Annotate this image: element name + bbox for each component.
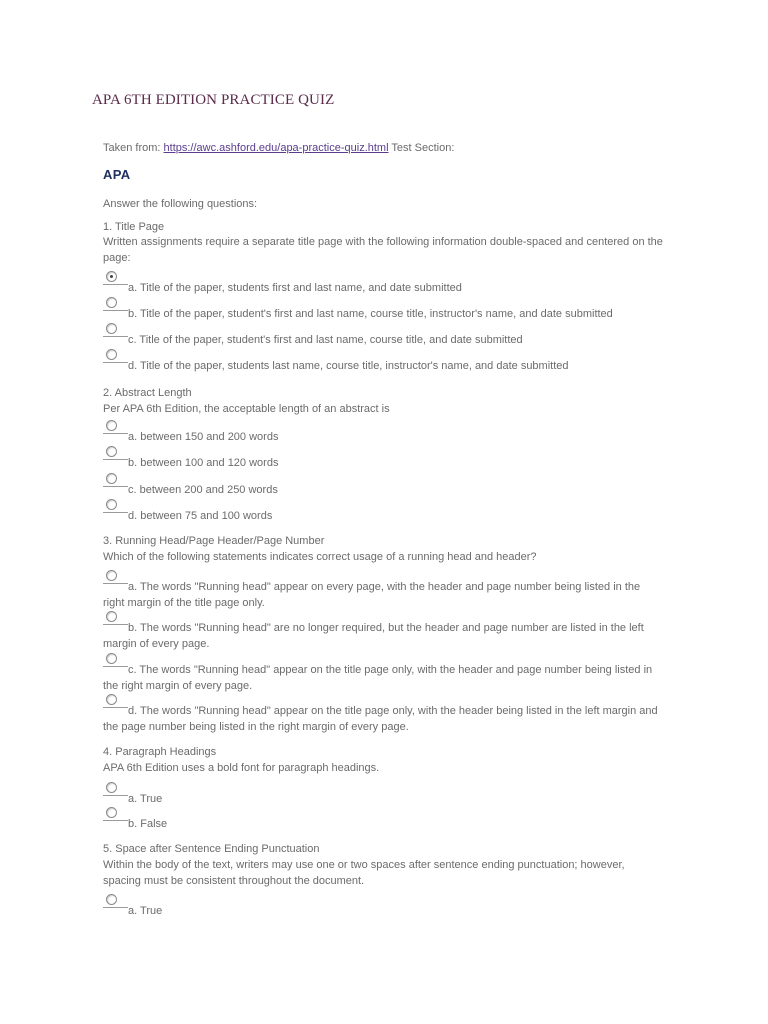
radio-button[interactable] — [103, 893, 128, 908]
option-label: b. False — [128, 818, 168, 830]
radio-button[interactable] — [103, 806, 128, 821]
option-label: c. The words "Running head" appear on the title page only, with the header and page number being listed in the right margin of every page. — [103, 664, 653, 692]
radio-button[interactable] — [103, 348, 128, 363]
question-4-prompt: APA 6th Edition uses a bold font for paragraph headings. — [103, 762, 380, 774]
radio-button[interactable] — [103, 472, 128, 487]
section-heading: APA — [103, 167, 131, 182]
option-label: c. between 200 and 250 words — [128, 484, 278, 496]
option-label: a. Title of the paper, students first and last name, and date submitted — [128, 282, 462, 294]
radio-button[interactable] — [103, 498, 128, 513]
intro-text: Answer the following questions: — [103, 198, 258, 210]
option-label: d. The words "Running head" appear on the title page only, with the header being listed in the left margin and the page number being listed in the right margin of every page. — [103, 705, 658, 733]
source-link[interactable]: https://awc.ashford.edu/apa-practice-quiz.html — [163, 142, 389, 154]
option-label: a. The words "Running head" appear on every page, with the header and page number being listed in the right margin of the title page only. — [103, 581, 641, 609]
question-5-prompt: Within the body of the text, writers may use one or two spaces after sentence ending punctuation; however, spacing must be consistent throughout the document. — [103, 859, 625, 887]
radio-button[interactable] — [103, 781, 128, 796]
question-5-title: 5. Space after Sentence Ending Punctuation — [103, 843, 320, 855]
question-1-prompt: Written assignments require a separate title page with the following information double-spaced and centered on the page: — [103, 236, 663, 264]
radio-button[interactable] — [103, 270, 128, 285]
source-line — [103, 140, 454, 156]
radio-button[interactable] — [103, 419, 128, 434]
option-label: a. True — [128, 793, 163, 805]
question-2-prompt: Per APA 6th Edition, the acceptable length of an abstract is — [103, 403, 390, 415]
question-4-title: 4. Paragraph Headings — [103, 746, 217, 758]
option-label: b. Title of the paper, student's first and last name, course title, instructor's name, and date submitted — [128, 308, 613, 320]
option-label: b. The words "Running head" are no longer required, but the header and page number are listed in the left margin of every page. — [103, 622, 644, 650]
option-label: c. Title of the paper, student's first and last name, course title, and date submitted — [128, 334, 523, 346]
option-label: a. True — [128, 905, 163, 917]
radio-button[interactable] — [103, 322, 128, 337]
question-3-title: 3. Running Head/Page Header/Page Number — [103, 535, 325, 547]
source-suffix: Test Section: — [388, 142, 455, 154]
question-1-title: 1. Title Page — [103, 221, 165, 233]
radio-button[interactable] — [103, 445, 128, 460]
question-2-title: 2. Abstract Length — [103, 387, 192, 399]
option-label: d. Title of the paper, students last name, course title, instructor's name, and date submitted — [128, 360, 569, 372]
option-label: b. between 100 and 120 words — [128, 457, 279, 469]
radio-button[interactable] — [103, 296, 128, 311]
question-3-prompt: Which of the following statements indicates correct usage of a running head and header? — [103, 551, 537, 563]
option-label: a. between 150 and 200 words — [128, 431, 279, 443]
source-prefix: Taken from: — [103, 142, 164, 154]
option-label: d. between 75 and 100 words — [128, 510, 273, 522]
page-title: APA 6TH EDITION PRACTICE QUIZ — [92, 92, 335, 108]
